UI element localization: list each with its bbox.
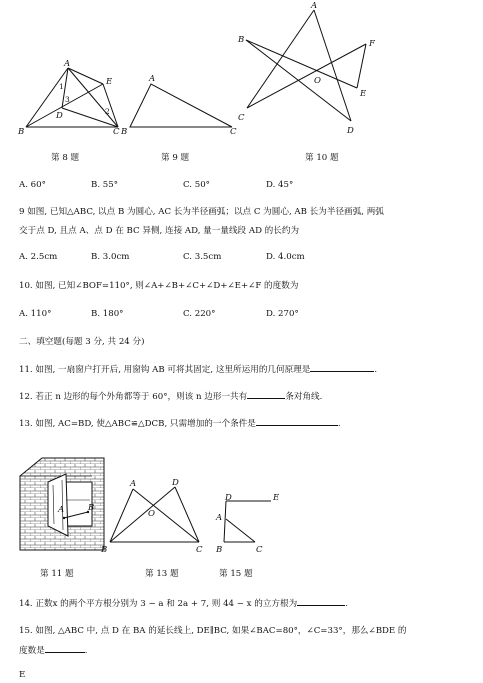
q11-answer-blank[interactable] — [310, 371, 374, 372]
fig13-label-A: A — [130, 479, 137, 489]
q14-text — [19, 600, 348, 609]
fig15-label-B: B — [216, 545, 223, 555]
q10-option-a: A. 110° — [19, 309, 52, 319]
q8-option-a: A. 60° — [19, 180, 46, 190]
q9-option-b: B. 3.0cm — [91, 252, 130, 262]
q15-line2 — [19, 647, 88, 656]
fig10-label-F: F — [369, 39, 375, 49]
caption-fig10: 第 10 题 — [305, 153, 339, 163]
q13-answer-blank[interactable] — [256, 425, 338, 426]
fig8-label-A: A — [64, 59, 71, 69]
caption-fig15: 第 15 题 — [219, 569, 253, 579]
q9-option-d: D. 4.0cm — [266, 252, 305, 262]
fig15-label-E: E — [273, 493, 280, 503]
q12-stem: 12. 若正 n 边形的每个外角都等于 60°，则该 n 边形一共有 — [19, 392, 248, 402]
figure-10 — [246, 10, 366, 121]
fig10-label-B: B — [238, 35, 245, 45]
q13-text — [19, 420, 341, 429]
q8-option-b: B. 55° — [91, 180, 119, 190]
fig8-label-D: D — [56, 111, 63, 121]
q10-option-d: D. 270° — [266, 309, 299, 319]
q15-end: . — [84, 646, 88, 656]
q8-option-d: D. 45° — [266, 180, 294, 190]
q8-option-c: C. 50° — [183, 180, 210, 190]
q15-stem: 度数是 — [19, 646, 45, 656]
q10-option-b: B. 180° — [91, 309, 124, 319]
fig15-label-D: D — [225, 493, 232, 503]
q13-end: . — [337, 419, 341, 429]
top-figures — [0, 0, 483, 175]
q12-text — [19, 393, 322, 402]
q14-end: . — [345, 599, 348, 609]
fig13-label-D: D — [172, 478, 179, 488]
q11-text — [19, 366, 377, 375]
q15-answer-blank[interactable] — [45, 652, 85, 653]
figure-15 — [224, 501, 271, 542]
q11-stem: 11. 如图, 一扇窗户打开后, 用窗钩 AB 可将其固定, 这里所运用的几何原理是 — [19, 365, 311, 375]
q9-line2: 交于点 D, 且点 A、点 D 在 BC 异侧, 连接 AD, 量一量线段 AD 的长约为 — [19, 226, 300, 236]
fig9-label-C: C — [230, 127, 237, 137]
section-heading: 二、填空题(每题 3 分, 共 24 分) — [19, 337, 145, 347]
fig15-label-A: A — [216, 513, 223, 523]
fig11-label-B: B — [88, 503, 95, 513]
fig8-label-B: B — [18, 127, 25, 137]
fig9-label-B: B — [121, 127, 128, 137]
fig8-label-C: C — [113, 127, 120, 137]
q11-end: . — [374, 365, 378, 375]
fig10-label-O: O — [314, 76, 321, 86]
q14-stem: 14. 正数x 的两个平方根分别为 3 − a 和 2a + 7, 则 44 − x 的立方根为 — [19, 599, 298, 609]
fig11-label-A: A — [58, 505, 65, 515]
caption-fig9: 第 9 题 — [161, 153, 190, 163]
q9-option-a: A. 2.5cm — [19, 252, 58, 262]
fig8-angle-2: 2 — [105, 107, 110, 116]
q12-end: 条对角线. — [285, 392, 323, 402]
q10-text: 10. 如图, 已知∠BOF=110°, 则∠A+∠B+∠C+∠D+∠E+∠F 的度数为 — [19, 281, 299, 291]
q12-answer-blank[interactable] — [247, 398, 285, 399]
caption-fig11: 第 11 题 — [40, 569, 74, 579]
figure-9 — [130, 84, 232, 127]
fig10-label-A: A — [311, 1, 318, 11]
fig10-label-C: C — [238, 113, 245, 123]
q14-answer-blank[interactable] — [297, 605, 345, 606]
q10-option-c: C. 220° — [183, 309, 216, 319]
footer-letter: E — [19, 670, 26, 680]
q9-option-c: C. 3.5cm — [183, 252, 222, 262]
fig9-label-A: A — [149, 74, 156, 84]
fig13-label-O: O — [148, 509, 155, 519]
fig10-label-E: E — [360, 89, 367, 99]
caption-fig13: 第 13 题 — [145, 569, 179, 579]
q13-stem: 13. 如图, AC=BD, 使△ABC≌△DCB, 只需增加的一个条件是 — [19, 419, 256, 429]
fig10-label-D: D — [347, 126, 354, 136]
q9-line1: 9 如图, 已知△ABC, 以点 B 为圆心, AC 长为半径画弧；以点 C 为圆心, AB 长为半径画弧, 两弧 — [19, 207, 384, 217]
figure-8 — [26, 68, 118, 127]
fig13-label-B: B — [101, 545, 108, 555]
fig8-label-E: E — [106, 77, 113, 87]
mid-figures — [0, 440, 483, 570]
caption-fig8: 第 8 题 — [51, 153, 80, 163]
fig15-label-C: C — [256, 545, 263, 555]
q15-line1: 15. 如图, △ABC 中, 点 D 在 BA 的延长线上, DE∥BC, 如果∠BAC=80°，∠C=33°，那么∠BDE 的 — [19, 626, 407, 636]
fig8-angle-1: 1 — [59, 82, 64, 91]
fig8-angle-3: 3 — [65, 95, 70, 104]
fig13-label-C: C — [196, 545, 203, 555]
